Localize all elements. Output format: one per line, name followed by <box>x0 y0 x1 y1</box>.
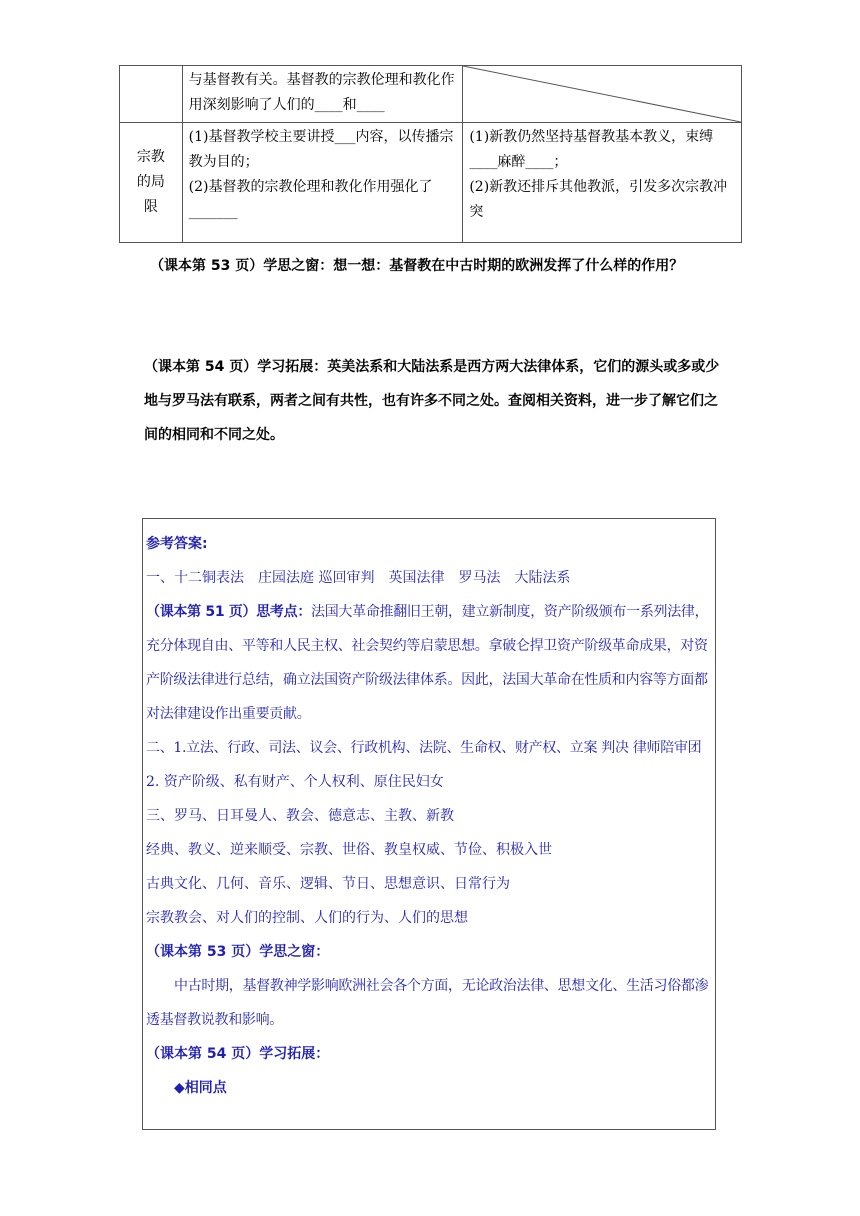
question-think: （课本第 53 页）学思之窗：想一想：基督教在中古时期的欧洲发挥了什么样的作用？ <box>150 258 684 274</box>
table-cell-right <box>463 123 742 243</box>
comparison-table <box>119 65 742 243</box>
label-line: 的局 <box>136 174 165 190</box>
answer-window-text: 中古时期，基督教神学影响欧洲社会各个方面，无论政治法律、思想文化、生活习俗都渗透基督教说教和影响。 <box>146 978 709 1028</box>
answer-expand-label: （课本第 54 页）学习拓展： <box>146 1046 330 1062</box>
answer-line: 古典文化、几何、音乐、逻辑、节日、思想意识、日常行为 <box>146 876 510 892</box>
answer-line: 二、1.立法、行政、司法、议会、行政机构、法院、生命权、财产权、立案 判决 律师陪审团 <box>146 740 702 756</box>
answer-box <box>142 518 716 1130</box>
answer-line: 一、十二铜表法 庄园法庭 巡回审判 英国法律 罗马法 大陆法系 <box>146 570 571 586</box>
answer-window-label: （课本第 53 页）学思之窗： <box>146 944 330 960</box>
table-row-label <box>120 123 183 243</box>
answer-heading: 参考答案: <box>146 536 208 552</box>
label-line: 宗教 <box>136 149 165 165</box>
answer-line: 三、罗马、日耳曼人、教会、德意志、主教、新教 <box>146 808 454 824</box>
answer-line: 经典、教义、逆来顺受、宗教、世俗、教皇权威、节俭、积极入世 <box>146 842 552 858</box>
cell-text: (1)新教仍然坚持基督教基本教义，束缚____麻醉____； (2)新教还排斥其他教派，引发多次宗教冲突 <box>469 129 728 220</box>
table-cell-left <box>182 66 463 123</box>
answer-think-label: （课本第 51 页）思考点： <box>146 604 312 620</box>
table-row <box>120 66 742 123</box>
cell-text: (1)基督教学校主要讲授___内容，以传播宗教为目的； (2)基督教的宗教伦理和教化作用强化了_______ <box>188 129 454 220</box>
table-row-label-empty <box>120 66 183 123</box>
diagonal-line <box>463 66 741 122</box>
question-expand: （课本第 54 页）学习拓展：英美法系和大陆法系是西方两大法律体系，它们的源头或多或少地与罗马法有联系，两者之间有共性，也有许多不同之处。查阅相关资料，进一步了解它们之间的相同和不同之处。 <box>144 359 720 443</box>
answer-line: 2. 资产阶级、私有财产、个人权利、原住民妇女 <box>146 774 444 790</box>
table-cell-diagonal <box>463 66 742 123</box>
answer-bullet-similarities: ◆相同点 <box>174 1080 227 1096</box>
label-line: 限 <box>143 199 158 215</box>
answer-line: 宗教教会、对人们的控制、人们的行为、人们的思想 <box>146 910 468 926</box>
table-row <box>120 123 742 243</box>
answer-think <box>146 595 713 731</box>
table-cell-left <box>182 123 463 243</box>
cell-text: 与基督教有关。基督教的宗教伦理和教化作用深刻影响了人们的____和____ <box>188 72 455 113</box>
answer-think-text: 法国大革命推翻旧王朝，建立新制度，资产阶级颁布一系列法律，充分体现自由、平等和人民主权、社会契约等启蒙思想。拿破仑捍卫资产阶级革命成果，对资产阶级法律进行总结，确立法国资产阶级法律体系。因此，法国大革命在性质和内容等方面都对法律建设作出重要贡献。 <box>146 604 709 722</box>
